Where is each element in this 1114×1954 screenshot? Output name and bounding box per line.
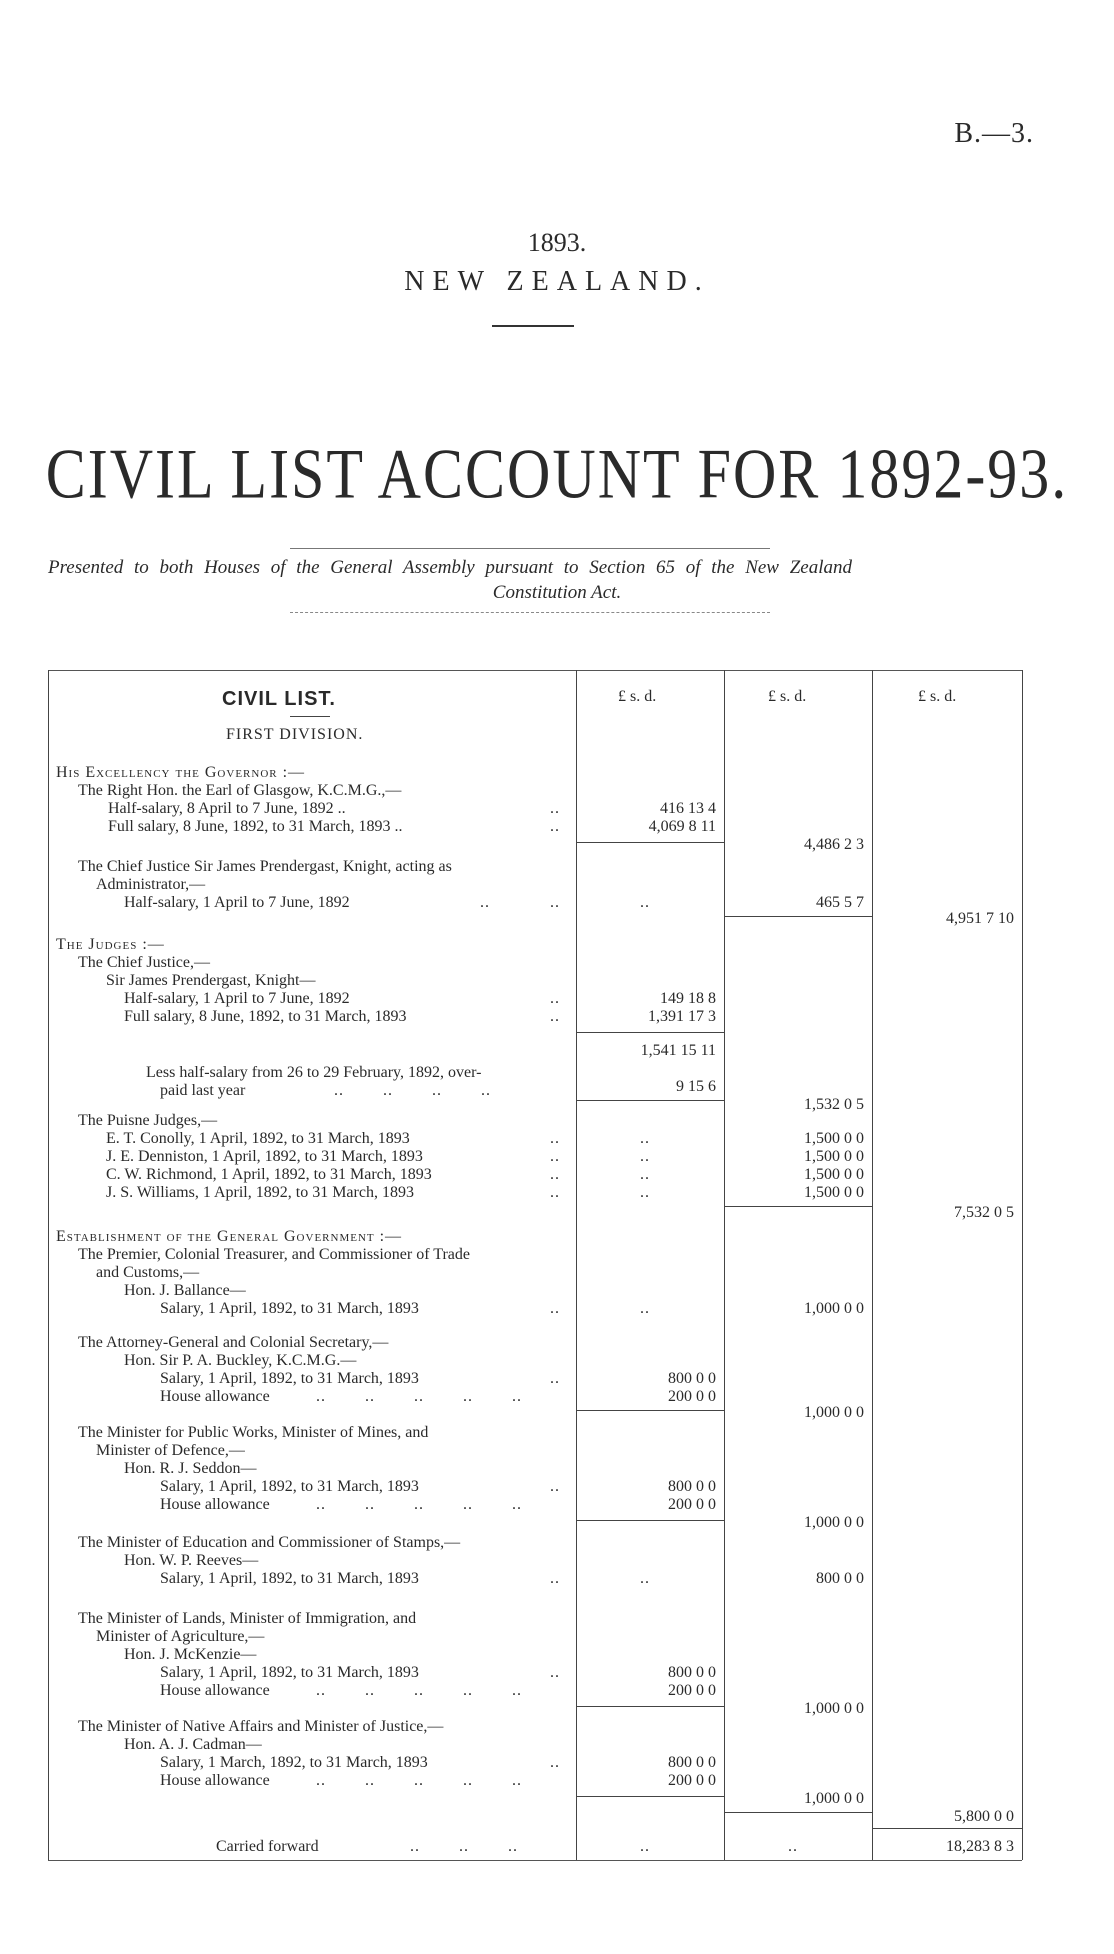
amount: 1,391 17 3 <box>648 1008 716 1025</box>
sum-rule <box>576 1706 724 1707</box>
amount: 4,951 7 10 <box>946 910 1014 927</box>
divider-rule <box>290 612 770 613</box>
sum-rule <box>724 916 872 917</box>
carried-forward-total: 18,283 8 3 <box>946 1838 1014 1855</box>
line-item: The Puisne Judges,— <box>78 1112 218 1129</box>
table-top-border <box>48 670 1022 671</box>
section-heading: His Excellency the Governor :— <box>56 764 306 781</box>
amount: 4,069 8 11 <box>648 818 716 835</box>
table-left-border <box>48 670 49 1860</box>
sum-rule <box>576 1032 724 1033</box>
line-item: The Premier, Colonial Treasurer, and Commissioner of Trade <box>78 1246 471 1263</box>
line-item: Hon. A. J. Cadman— <box>124 1736 262 1753</box>
amount: 1,500 0 0 <box>804 1166 864 1183</box>
leader-dots: .. <box>550 1166 560 1183</box>
line-item: Salary, 1 April, 1892, to 31 March, 1893 <box>160 1300 419 1317</box>
line-item: The Chief Justice,— <box>78 954 210 971</box>
line-item: Half-salary, 1 April to 7 June, 1892 <box>124 894 350 911</box>
leader-dots: .. <box>640 894 650 911</box>
column-header: £ s. d. <box>918 688 957 705</box>
sum-rule <box>576 1410 724 1411</box>
line-item: The Minister for Public Works, Minister of Mines, and <box>78 1424 429 1441</box>
divider-rule <box>290 548 770 549</box>
column-header: £ s. d. <box>768 688 807 705</box>
line-item: The Minister of Education and Commissioner of Stamps,— <box>78 1534 461 1551</box>
line-item: Full salary, 8 June, 1892, to 31 March, 1893 .. <box>108 818 403 835</box>
leader-dots: .. .. .. .. .. <box>316 1496 522 1513</box>
leader-dots: .. <box>640 1300 650 1317</box>
line-item: House allowance <box>160 1772 270 1789</box>
line-item: Less half-salary from 26 to 29 February, 1892, over- <box>146 1064 482 1081</box>
amount: 1,532 0 5 <box>804 1096 864 1113</box>
country-heading: NEW ZEALAND. <box>404 266 710 297</box>
leader-dots: .. <box>640 1570 650 1587</box>
presented-text-line2: Constitution Act. <box>492 582 622 603</box>
sum-rule <box>576 842 724 843</box>
line-item: Salary, 1 April, 1892, to 31 March, 1893 <box>160 1370 419 1387</box>
divider-rule <box>492 325 574 327</box>
amount: 200 0 0 <box>668 1496 716 1513</box>
sum-rule <box>724 1812 872 1813</box>
amount: 416 13 4 <box>660 800 716 817</box>
leader-dots: .. <box>640 1184 650 1201</box>
amount: 800 0 0 <box>668 1664 716 1681</box>
line-item: The Minister of Native Affairs and Minister of Justice,— <box>78 1718 444 1735</box>
line-item: Hon. J. McKenzie— <box>124 1646 257 1663</box>
leader-dots: .. .. .. .. .. <box>316 1682 522 1699</box>
civil-list-heading: CIVIL LIST. <box>222 688 336 710</box>
amount: 7,532 0 5 <box>954 1204 1014 1221</box>
leader-dots: .. .. .. .. .. <box>316 1772 522 1789</box>
line-item: The Chief Justice Sir James Prendergast, Knight, acting as <box>78 858 452 875</box>
line-item: The Right Hon. the Earl of Glasgow, K.C.M.G.,— <box>78 782 402 799</box>
amount: 1,500 0 0 <box>804 1130 864 1147</box>
amount: 1,000 0 0 <box>804 1700 864 1717</box>
amount: 9 15 6 <box>676 1078 716 1095</box>
line-item: Salary, 1 April, 1892, to 31 March, 1893 <box>160 1664 419 1681</box>
line-item: paid last year <box>160 1082 246 1099</box>
line-item: Half-salary, 1 April to 7 June, 1892 <box>124 990 350 1007</box>
first-division-heading: FIRST DIVISION. <box>226 726 364 743</box>
line-item: Minister of Defence,— <box>96 1442 245 1459</box>
leader-dots: .. <box>550 1300 560 1317</box>
amount: 800 0 0 <box>668 1370 716 1387</box>
line-item: Hon. R. J. Seddon— <box>124 1460 257 1477</box>
amount: 800 0 0 <box>668 1754 716 1771</box>
leader-dots: .. <box>550 1478 560 1495</box>
leader-dots: .. <box>550 1008 560 1025</box>
amount: 4,486 2 3 <box>804 836 864 853</box>
leader-dots: .. <box>550 1754 560 1771</box>
line-item: House allowance <box>160 1496 270 1513</box>
line-item: Salary, 1 April, 1892, to 31 March, 1893 <box>160 1478 419 1495</box>
amount: 200 0 0 <box>668 1388 716 1405</box>
line-item: Salary, 1 April, 1892, to 31 March, 1893 <box>160 1570 419 1587</box>
leader-dots: .. <box>550 1570 560 1587</box>
leader-dots: .. <box>550 1148 560 1165</box>
line-item: J. E. Denniston, 1 April, 1892, to 31 March, 1893 <box>106 1148 423 1165</box>
line-item: Hon. Sir P. A. Buckley, K.C.M.G.— <box>124 1352 357 1369</box>
leader-dots: .. <box>640 1838 650 1855</box>
leader-dots: .. <box>550 818 560 835</box>
sum-rule <box>576 1796 724 1797</box>
line-item: The Minister of Lands, Minister of Immigration, and <box>78 1610 417 1627</box>
line-item: House allowance <box>160 1388 270 1405</box>
amount: 465 5 7 <box>816 894 864 911</box>
amount: 1,000 0 0 <box>804 1300 864 1317</box>
amount: 200 0 0 <box>668 1772 716 1789</box>
section-heading: Establishment of the General Government :— <box>56 1228 403 1245</box>
table-bottom-border <box>48 1860 1022 1861</box>
line-item: House allowance <box>160 1682 270 1699</box>
presented-text-line1: Presented to both Houses of the General Assembly pursuant to Section 65 of the New Zealand <box>48 557 853 578</box>
carried-forward-label: Carried forward <box>216 1838 319 1855</box>
leader-dots: .. <box>550 1130 560 1147</box>
sum-rule <box>576 1520 724 1521</box>
amount: 1,500 0 0 <box>804 1148 864 1165</box>
table-right-border <box>1022 670 1023 1860</box>
leader-dots: .. <box>550 1664 560 1681</box>
line-item: J. S. Williams, 1 April, 1892, to 31 March, 1893 <box>106 1184 414 1201</box>
column-divider <box>576 670 577 1860</box>
document-year: 1893. <box>527 228 587 257</box>
leader-dots: .. <box>550 800 560 817</box>
leader-dots: .. .. .. .. .. <box>316 1388 522 1405</box>
amount: 800 0 0 <box>816 1570 864 1587</box>
amount: 1,500 0 0 <box>804 1184 864 1201</box>
column-divider <box>872 670 873 1860</box>
amount: 1,541 15 11 <box>640 1042 716 1059</box>
column-divider <box>724 670 725 1860</box>
line-item: Salary, 1 March, 1892, to 31 March, 1893 <box>160 1754 428 1771</box>
leader-dots: .. <box>788 1838 798 1855</box>
line-item: Hon. J. Ballance— <box>124 1282 246 1299</box>
sum-rule <box>872 1828 1022 1829</box>
amount: 5,800 0 0 <box>954 1808 1014 1825</box>
line-item: E. T. Conolly, 1 April, 1892, to 31 March, 1893 <box>106 1130 410 1147</box>
amount: 1,000 0 0 <box>804 1514 864 1531</box>
leader-dots: .. <box>550 990 560 1007</box>
line-item: The Attorney-General and Colonial Secretary,— <box>78 1334 389 1351</box>
leader-dots: .. <box>550 894 560 911</box>
line-item: and Customs,— <box>96 1264 200 1281</box>
leader-dots: .. <box>640 1148 650 1165</box>
line-item: C. W. Richmond, 1 April, 1892, to 31 March, 1893 <box>106 1166 432 1183</box>
line-item: Administrator,— <box>96 876 206 893</box>
amount: 800 0 0 <box>668 1478 716 1495</box>
divider-rule <box>290 716 330 717</box>
amount: 1,000 0 0 <box>804 1404 864 1421</box>
sum-rule <box>724 1206 872 1207</box>
leader-dots: .. <box>550 1184 560 1201</box>
page-title: CIVIL LIST ACCOUNT FOR 1892-93. <box>45 434 1069 513</box>
line-item: Hon. W. P. Reeves— <box>124 1552 259 1569</box>
section-heading: The Judges :— <box>56 936 165 953</box>
document-reference: B.—3. <box>954 118 1034 149</box>
column-header: £ s. d. <box>618 688 657 705</box>
leader-dots: .. .. .. .. <box>334 1082 491 1099</box>
line-item: Sir James Prendergast, Knight— <box>106 972 316 989</box>
line-item: Minister of Agriculture,— <box>96 1628 265 1645</box>
sum-rule <box>576 1100 724 1101</box>
amount: 200 0 0 <box>668 1682 716 1699</box>
leader-dots: .. <box>640 1130 650 1147</box>
leader-dots: .. <box>480 894 490 911</box>
leader-dots: .. <box>550 1370 560 1387</box>
amount: 1,000 0 0 <box>804 1790 864 1807</box>
line-item: Full salary, 8 June, 1892, to 31 March, 1893 <box>124 1008 407 1025</box>
leader-dots: .. <box>640 1166 650 1183</box>
amount: 149 18 8 <box>660 990 716 1007</box>
line-item: Half-salary, 8 April to 7 June, 1892 .. <box>108 800 346 817</box>
leader-dots: .. .. .. <box>410 1838 518 1855</box>
